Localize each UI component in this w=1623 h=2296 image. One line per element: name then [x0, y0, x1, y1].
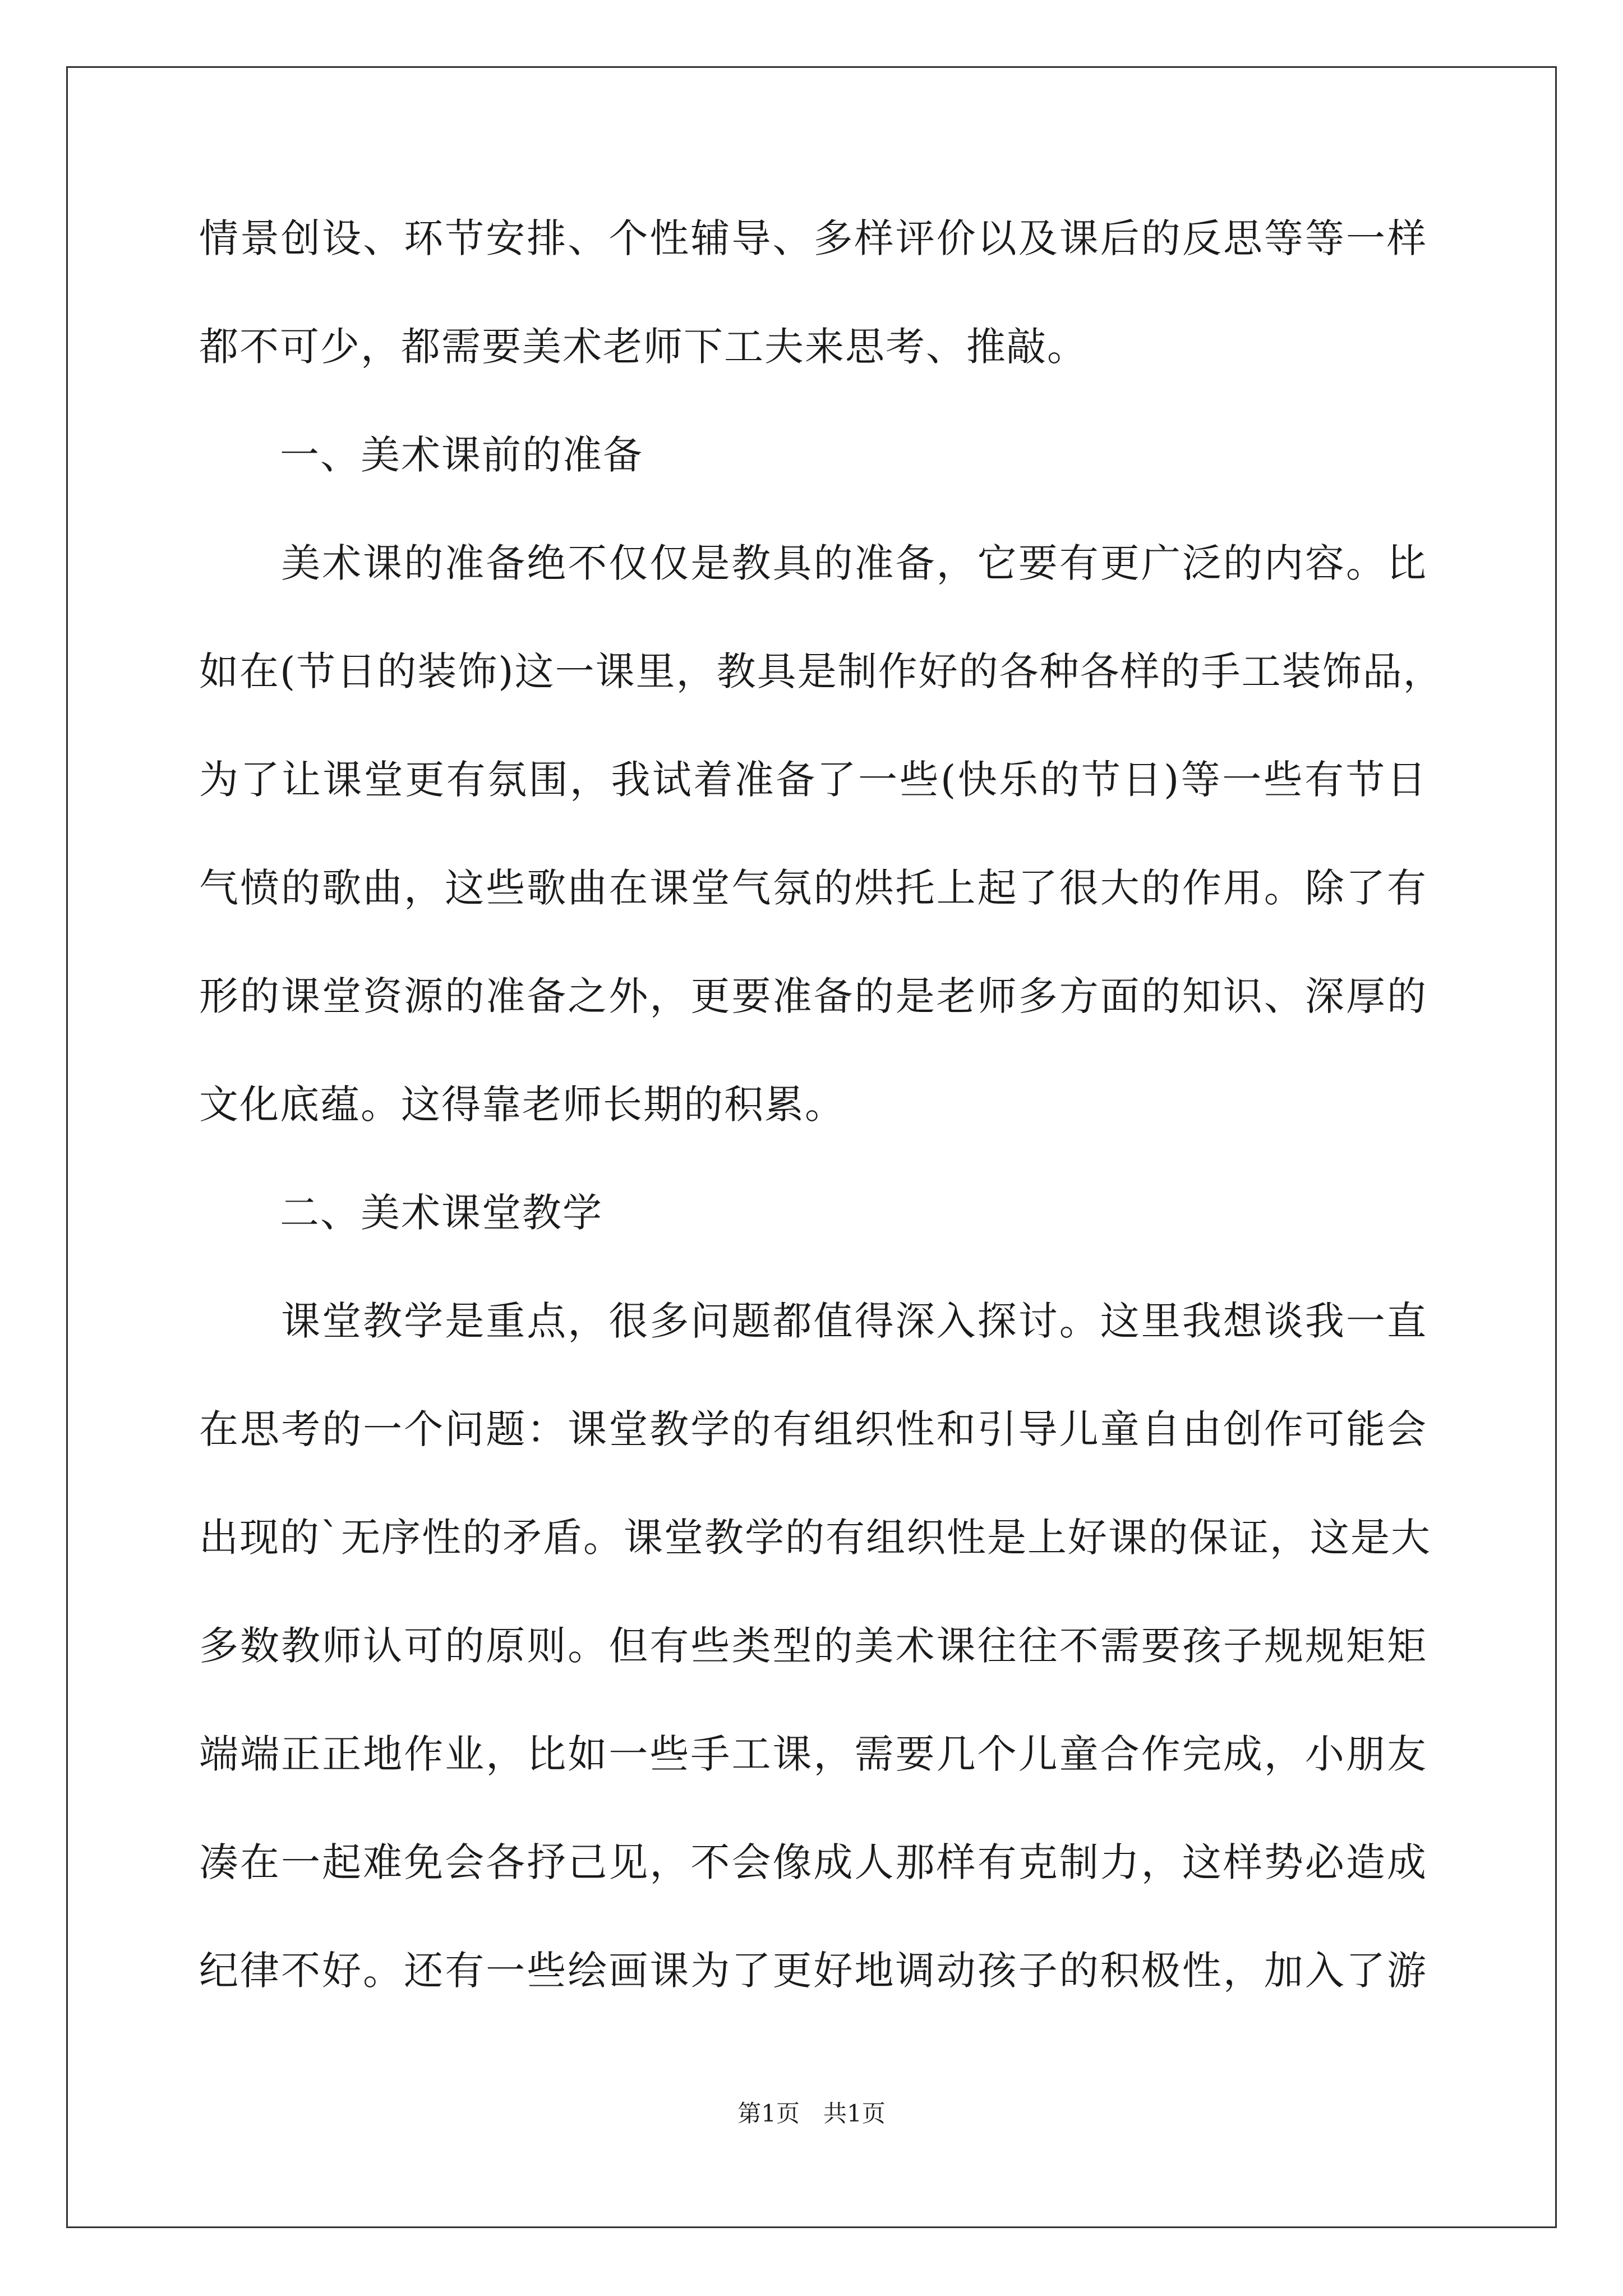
text-line: 为了让课堂更有氛围，我试着准备了一些(快乐的节日)等一些有节日 [199, 757, 1427, 803]
text-line: 纪律不好。还有一些绘画课为了更好地调动孩子的积极性，加入了游 [199, 1948, 1427, 1994]
section-heading: 一、美术课前的准备 [199, 432, 643, 478]
text-line: 在思考的一个问题：课堂教学的有组织性和引导儿童自由创作可能会 [199, 1406, 1427, 1452]
text-line: 美术课的准备绝不仅仅是教具的准备，它要有更广泛的内容。比 [199, 540, 1427, 586]
text-line: 形的课堂资源的准备之外，更要准备的是老师多方面的知识、深厚的 [199, 973, 1427, 1019]
page-footer [0, 2097, 1623, 2131]
section-heading: 二、美术课堂教学 [199, 1190, 603, 1236]
text-line: 出现的`无序性的矛盾。课堂教学的有组织性是上好课的保证，这是大 [199, 1515, 1431, 1561]
text-line: 如在(节日的装饰)这一课里，教具是制作好的各种各样的手工装饰品， [199, 648, 1444, 694]
text-line: 文化底蕴。这得靠老师长期的积累。 [199, 1082, 845, 1128]
text-line: 多数教师认可的原则。但有些类型的美术课往往不需要孩子规规矩矩 [199, 1623, 1427, 1669]
text-line: 课堂教学是重点，很多问题都值得深入探讨。这里我想谈我一直 [199, 1298, 1427, 1344]
text-line: 凑在一起难免会各抒己见，不会像成人那样有克制力，这样势必造成 [199, 1839, 1427, 1885]
text-line: 都不可少，都需要美术老师下工夫来思考、推敲。 [199, 324, 1087, 370]
text-line: 端端正正地作业，比如一些手工课，需要几个儿童合作完成，小朋友 [199, 1731, 1427, 1777]
page-border [66, 66, 1557, 2228]
text-line: 气愤的歌曲，这些歌曲在课堂气氛的烘托上起了很大的作用。除了有 [199, 865, 1427, 911]
text-line: 情景创设、环节安排、个性辅导、多样评价以及课后的反思等等一样 [199, 215, 1427, 261]
page-number: 第1页 共1页 [737, 2100, 886, 2127]
